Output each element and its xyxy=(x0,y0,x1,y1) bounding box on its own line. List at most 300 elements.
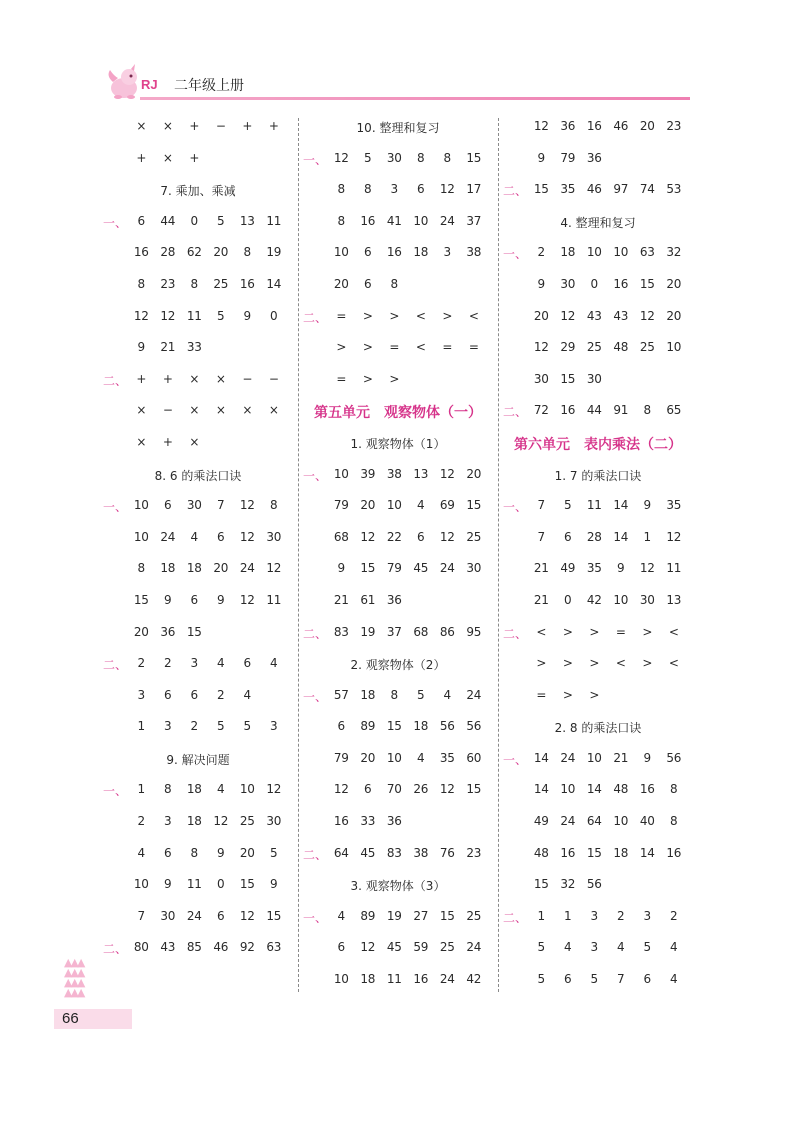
answer-value: × xyxy=(136,119,147,133)
question-number-label: 二 、 xyxy=(103,372,127,389)
answer-value: 35 xyxy=(560,182,576,197)
answer-row xyxy=(300,371,496,403)
answer-cells xyxy=(528,940,696,954)
answer-row xyxy=(300,276,496,308)
answer-row xyxy=(100,781,296,813)
answer-value: 8 xyxy=(364,182,372,197)
answer-cells xyxy=(528,688,696,702)
answer-value: 10 xyxy=(386,750,402,765)
answer-value: 10 xyxy=(333,972,349,987)
answer-value: 15 xyxy=(386,719,402,734)
answer-cells xyxy=(328,561,496,575)
answer-value: 2 xyxy=(137,814,145,829)
answer-cells xyxy=(328,782,496,796)
answer-value: 4 xyxy=(243,687,251,702)
answer-value: 9 xyxy=(643,750,651,765)
answer-value: 6 xyxy=(137,213,145,228)
section-title xyxy=(500,466,696,498)
answer-row xyxy=(300,813,496,845)
answer-value: 16 xyxy=(360,213,376,228)
answer-value: 45 xyxy=(360,845,376,860)
answer-value: × xyxy=(215,403,226,418)
question-number-label: 二 、 xyxy=(303,309,327,326)
answer-value: 20 xyxy=(333,276,349,291)
answer-value: 20 xyxy=(239,845,255,860)
answer-value: 4 xyxy=(270,656,278,671)
answer-row xyxy=(500,402,696,434)
answer-value: 17 xyxy=(466,182,482,197)
answer-cells xyxy=(128,846,296,860)
answer-value: 13 xyxy=(666,592,682,607)
answer-value: 16 xyxy=(333,814,349,829)
section-title-text: 4. 整理和复习 xyxy=(560,215,636,230)
question-number-label: 一 、 xyxy=(103,782,127,799)
answer-value: 15 xyxy=(466,782,482,797)
answer-value: × xyxy=(268,403,279,418)
answer-value: 10 xyxy=(133,529,149,544)
answer-value: 6 xyxy=(337,940,345,955)
answer-value: 6 xyxy=(364,276,372,291)
answer-row xyxy=(100,718,296,750)
answer-value: 6 xyxy=(564,972,572,987)
answer-value: 44 xyxy=(160,213,176,228)
answer-value: 5 xyxy=(364,150,372,165)
answer-value: 92 xyxy=(239,940,255,955)
answer-column-1 xyxy=(100,118,296,971)
answer-value: 57 xyxy=(333,687,349,702)
answer-value: 43 xyxy=(160,940,176,955)
answer-value: 8 xyxy=(337,213,345,228)
answer-row xyxy=(500,908,696,940)
answer-value: 12 xyxy=(533,119,549,133)
answer-value: 10 xyxy=(613,592,629,607)
answer-value: 4 xyxy=(217,656,225,671)
answer-value: 30 xyxy=(560,276,576,291)
answer-row xyxy=(100,244,296,276)
answer-value: 18 xyxy=(186,814,202,829)
answer-value: + xyxy=(136,371,147,386)
answer-value: 38 xyxy=(386,466,402,481)
answer-value: 24 xyxy=(439,213,455,228)
answer-value: 42 xyxy=(586,592,602,607)
answer-value: 8 xyxy=(670,814,678,829)
answer-value: − xyxy=(268,371,279,386)
answer-row xyxy=(300,181,496,213)
answer-value: 5 xyxy=(564,498,572,513)
answer-value: 56 xyxy=(466,719,482,734)
answer-column-2 xyxy=(300,118,496,1003)
answer-value: 36 xyxy=(160,624,176,639)
answer-value: 64 xyxy=(333,845,349,860)
answer-value: + xyxy=(189,150,200,165)
answer-row xyxy=(300,308,496,340)
answer-value: 18 xyxy=(413,245,429,260)
answer-value: 56 xyxy=(666,750,682,765)
answer-value: 45 xyxy=(386,940,402,955)
answer-value: < xyxy=(468,308,479,323)
section-title-text: 8. 6 的乘法口诀 xyxy=(154,468,242,483)
answer-row xyxy=(100,497,296,529)
answer-value: + xyxy=(268,119,279,133)
answer-value: 53 xyxy=(666,182,682,197)
answer-cells xyxy=(528,561,696,575)
answer-value: 20 xyxy=(213,245,229,260)
answer-value: 40 xyxy=(639,814,655,829)
answer-value: > xyxy=(642,624,653,639)
answer-value: 12 xyxy=(439,466,455,481)
answer-value: > xyxy=(362,308,373,323)
answer-value: 3 xyxy=(137,687,145,702)
series-label: RJ xyxy=(141,77,158,92)
question-number-label: 二 、 xyxy=(303,846,327,863)
answer-value: 16 xyxy=(239,276,255,291)
question-number-label: 二 、 xyxy=(503,909,527,926)
answer-value: 36 xyxy=(386,592,402,607)
unit-title-text: 第五单元 观察物体（一） xyxy=(314,405,482,422)
question-number-label: 二 、 xyxy=(503,625,527,642)
answer-value: < xyxy=(668,624,679,639)
answer-value: 59 xyxy=(413,940,429,955)
answer-cells xyxy=(328,530,496,544)
answer-value: × xyxy=(162,119,173,133)
answer-value: 8 xyxy=(670,782,678,797)
answer-value: 18 xyxy=(413,719,429,734)
answer-value: 24 xyxy=(466,940,482,955)
answer-value: 11 xyxy=(266,592,282,607)
answer-value: 6 xyxy=(417,529,425,544)
answer-cells xyxy=(528,625,696,639)
answer-value: 20 xyxy=(360,498,376,513)
answer-value: × xyxy=(215,371,226,386)
answer-value: × xyxy=(136,434,147,449)
answer-value: 8 xyxy=(417,150,425,165)
answer-cells xyxy=(528,151,696,165)
answer-value: 33 xyxy=(360,814,376,829)
answer-value: × xyxy=(242,403,253,418)
answer-value: 30 xyxy=(186,498,202,513)
answer-value: 2 xyxy=(617,908,625,923)
answer-value: 15 xyxy=(186,624,202,639)
answer-cells xyxy=(128,498,296,512)
question-number-label: 一 、 xyxy=(503,245,527,262)
answer-cells xyxy=(128,593,296,607)
answer-value: 7 xyxy=(537,498,545,513)
answer-value: 0 xyxy=(590,276,598,291)
answer-value: 37 xyxy=(386,624,402,639)
answer-value: 13 xyxy=(239,213,255,228)
answer-value: 64 xyxy=(586,814,602,829)
answer-value: 6 xyxy=(364,245,372,260)
answer-value: 18 xyxy=(360,687,376,702)
answer-cells xyxy=(528,530,696,544)
section-title xyxy=(300,434,496,466)
answer-value: 10 xyxy=(386,498,402,513)
answer-value: 15 xyxy=(439,908,455,923)
answer-value: 11 xyxy=(586,498,602,513)
answer-value: = xyxy=(468,340,479,355)
answer-value: × xyxy=(189,371,200,386)
answer-value: 14 xyxy=(533,782,549,797)
answer-value: 4 xyxy=(190,529,198,544)
answer-cells xyxy=(328,688,496,702)
answer-value: 15 xyxy=(560,371,576,386)
answer-value: 2 xyxy=(137,656,145,671)
answer-value: 46 xyxy=(613,119,629,133)
answer-value: 21 xyxy=(533,592,549,607)
answer-cells xyxy=(328,751,496,765)
answer-cells xyxy=(128,309,296,323)
answer-value: > xyxy=(589,624,600,639)
answer-value: 85 xyxy=(186,940,202,955)
answer-value: 20 xyxy=(213,561,229,576)
answer-row xyxy=(100,308,296,340)
answer-cells xyxy=(328,151,496,165)
answer-value: 5 xyxy=(417,687,425,702)
answer-cells xyxy=(128,119,296,133)
answer-row xyxy=(500,845,696,877)
answer-value: 41 xyxy=(386,213,402,228)
answer-value: × xyxy=(162,150,173,165)
answer-cells xyxy=(328,909,496,923)
answer-column-3 xyxy=(500,118,696,1003)
answer-value: + xyxy=(162,371,173,386)
answer-row xyxy=(500,750,696,782)
answer-cells xyxy=(528,593,696,607)
answer-value: 38 xyxy=(466,245,482,260)
unicorn-mascot-icon xyxy=(104,64,144,102)
question-number-label: 二 、 xyxy=(503,403,527,420)
answer-row xyxy=(100,339,296,371)
answer-value: 9 xyxy=(537,276,545,291)
answer-value: 9 xyxy=(164,877,172,892)
answer-value: 12 xyxy=(160,308,176,323)
answer-value: 1 xyxy=(537,908,545,923)
answer-value: 46 xyxy=(586,182,602,197)
answer-value: 25 xyxy=(439,940,455,955)
answer-value: 37 xyxy=(466,213,482,228)
answer-value: 8 xyxy=(137,276,145,291)
answer-value: 12 xyxy=(360,940,376,955)
answer-value: 28 xyxy=(586,529,602,544)
answer-value: > xyxy=(562,656,573,671)
answer-value: 1 xyxy=(564,908,572,923)
answer-value: 25 xyxy=(466,908,482,923)
header-rule xyxy=(140,97,690,100)
question-number-label: 二 、 xyxy=(103,940,127,957)
answer-value: 10 xyxy=(333,466,349,481)
answer-value: 38 xyxy=(413,845,429,860)
answer-cells xyxy=(128,561,296,575)
answer-value: > xyxy=(389,371,400,386)
answer-value: 61 xyxy=(360,592,376,607)
answer-value: 8 xyxy=(137,561,145,576)
answer-value: 3 xyxy=(643,908,651,923)
page-header xyxy=(100,60,692,104)
answer-value: 6 xyxy=(564,529,572,544)
answer-value: 11 xyxy=(266,213,282,228)
answer-value: 25 xyxy=(466,529,482,544)
answer-value: 30 xyxy=(266,814,282,829)
question-number-label: 一 、 xyxy=(103,214,127,231)
answer-value: 15 xyxy=(533,182,549,197)
answer-value: 6 xyxy=(243,656,251,671)
answer-value: 9 xyxy=(617,561,625,576)
answer-value: 27 xyxy=(413,908,429,923)
answer-value: 1 xyxy=(643,529,651,544)
answer-value: 7 xyxy=(217,498,225,513)
answer-value: 0 xyxy=(190,213,198,228)
answer-cells xyxy=(128,625,296,639)
answer-row xyxy=(500,813,696,845)
answer-value: 9 xyxy=(537,150,545,165)
answer-value: 25 xyxy=(586,340,602,355)
answer-value: 21 xyxy=(533,561,549,576)
answer-value: 25 xyxy=(213,276,229,291)
section-title-text: 1. 观察物体（1） xyxy=(350,436,446,451)
answer-value: 4 xyxy=(564,940,572,955)
answer-value: 8 xyxy=(164,782,172,797)
answer-value: 5 xyxy=(537,940,545,955)
section-title-text: 10. 整理和复习 xyxy=(356,121,440,135)
answer-value: 22 xyxy=(386,529,402,544)
answer-value: 72 xyxy=(533,403,549,418)
answer-row xyxy=(100,371,296,403)
section-title xyxy=(100,466,296,498)
answer-value: 3 xyxy=(390,182,398,197)
answer-value: 6 xyxy=(190,592,198,607)
answer-row xyxy=(300,560,496,592)
answer-value: 20 xyxy=(133,624,149,639)
unit-title xyxy=(300,402,496,434)
answer-row xyxy=(300,244,496,276)
answer-value: 15 xyxy=(133,592,149,607)
answer-value: 79 xyxy=(333,750,349,765)
answer-cells xyxy=(528,309,696,323)
answer-value: 15 xyxy=(466,150,482,165)
answer-value: 15 xyxy=(239,877,255,892)
answer-cells xyxy=(328,498,496,512)
answer-value: 44 xyxy=(586,403,602,418)
answer-value: 80 xyxy=(133,940,149,955)
answer-cells xyxy=(128,277,296,291)
section-title xyxy=(500,718,696,750)
answer-row xyxy=(100,624,296,656)
answer-row xyxy=(500,118,696,150)
answer-value: 95 xyxy=(466,624,482,639)
answer-value: 16 xyxy=(666,845,682,860)
answer-value: 20 xyxy=(533,308,549,323)
answer-value: 12 xyxy=(333,150,349,165)
column-divider xyxy=(498,118,499,992)
answer-row xyxy=(100,655,296,687)
answer-value: 6 xyxy=(190,687,198,702)
answer-cells xyxy=(528,656,696,670)
section-title xyxy=(300,655,496,687)
answer-value: 16 xyxy=(586,119,602,133)
answer-row xyxy=(500,308,696,340)
answer-row xyxy=(100,150,296,182)
answer-row xyxy=(300,939,496,971)
answer-value: 5 xyxy=(643,940,651,955)
answer-value: 60 xyxy=(466,750,482,765)
answer-value: 12 xyxy=(533,340,549,355)
answer-value: 4 xyxy=(443,687,451,702)
answer-value: 12 xyxy=(239,529,255,544)
answer-value: 9 xyxy=(243,308,251,323)
answer-value: 16 xyxy=(386,245,402,260)
chevron-up-decoration-icon: ▲▲▲ ▲▲▲ ▲▲▲ ▲▲▲ xyxy=(64,956,84,999)
answer-row xyxy=(100,687,296,719)
answer-value: 24 xyxy=(239,561,255,576)
answer-row xyxy=(300,529,496,561)
section-title xyxy=(300,118,496,150)
answer-cells xyxy=(328,309,496,323)
answer-cells xyxy=(328,245,496,259)
answer-value: 10 xyxy=(586,245,602,260)
answer-value: 5 xyxy=(217,308,225,323)
answer-cells xyxy=(128,688,296,702)
unit-title xyxy=(500,434,696,466)
answer-value: 70 xyxy=(386,782,402,797)
answer-value: 9 xyxy=(643,498,651,513)
answer-row xyxy=(100,845,296,877)
answer-value: 23 xyxy=(666,119,682,133)
answer-value: 10 xyxy=(413,213,429,228)
answer-value: 1 xyxy=(137,782,145,797)
answer-value: 10 xyxy=(613,814,629,829)
answer-row xyxy=(300,150,496,182)
answer-value: 15 xyxy=(639,276,655,291)
answer-row xyxy=(500,244,696,276)
answer-cells xyxy=(128,214,296,228)
answer-value: × xyxy=(136,403,147,418)
answer-value: 12 xyxy=(439,529,455,544)
answer-value: 10 xyxy=(133,498,149,513)
answer-row xyxy=(100,939,296,971)
answer-value: 16 xyxy=(639,782,655,797)
answer-value: 5 xyxy=(270,845,278,860)
answer-cells xyxy=(128,782,296,796)
answer-value: 9 xyxy=(137,340,145,355)
answer-row xyxy=(300,845,496,877)
answer-value: 8 xyxy=(390,687,398,702)
answer-value: 56 xyxy=(586,877,602,892)
answer-cells xyxy=(528,277,696,291)
answer-value: 7 xyxy=(137,908,145,923)
answer-value: 11 xyxy=(666,561,682,576)
answer-value: 12 xyxy=(213,814,229,829)
answer-cells xyxy=(128,151,296,165)
answer-value: 3 xyxy=(270,719,278,734)
answer-row xyxy=(500,150,696,182)
answer-value: 2 xyxy=(670,908,678,923)
answer-value: 3 xyxy=(443,245,451,260)
answer-value: > xyxy=(362,340,373,355)
section-title xyxy=(500,213,696,245)
answer-value: − xyxy=(162,403,173,418)
answer-value: 49 xyxy=(533,814,549,829)
answer-cells xyxy=(528,782,696,796)
answer-value: 49 xyxy=(560,561,576,576)
answer-row xyxy=(500,339,696,371)
page-number-box xyxy=(54,1009,132,1029)
answer-value: 7 xyxy=(617,972,625,987)
answer-value: 6 xyxy=(217,908,225,923)
answer-value: 6 xyxy=(217,529,225,544)
answer-value: 9 xyxy=(337,561,345,576)
answer-value: 26 xyxy=(413,782,429,797)
answer-value: 6 xyxy=(337,719,345,734)
